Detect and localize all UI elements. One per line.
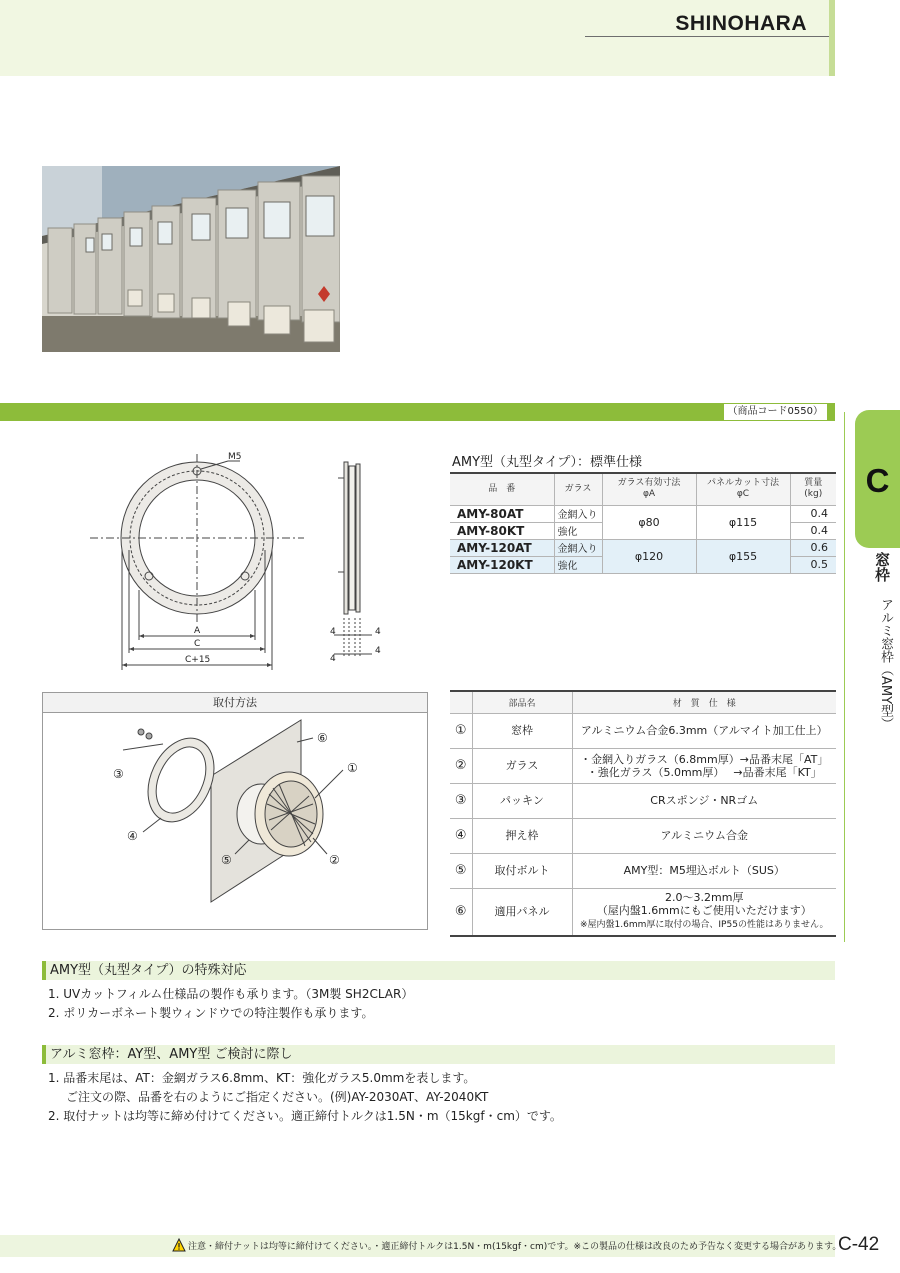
spec-title: AMY型（丸型タイプ）：標準仕様 (452, 455, 643, 470)
part-spec: アルミニウム合金6.3mm（アルマイト加工仕上） (572, 713, 836, 748)
table-row (450, 539, 836, 556)
glass-cell: 強化 (554, 556, 602, 573)
col-cut-dim: パネルカット寸法 φC (696, 473, 790, 505)
part-name: パッキン (472, 783, 572, 818)
table-row (450, 853, 836, 888)
spec-table (450, 472, 836, 574)
part-spec: AMY型：M5埋込ボルト（SUS） (572, 853, 836, 888)
panel-note: ※屋内盤1.6mm厚に取付の場合、IP55の性能はありません。 (580, 920, 829, 931)
callout-2: ② (329, 853, 340, 867)
col-mass: 質量 (kg) (790, 473, 836, 505)
side-rule (844, 412, 845, 942)
notes-title: アルミ窓枠：AY型、AMY型 ご検討に際し (42, 1045, 835, 1064)
mass-cell: 0.4 (790, 522, 836, 539)
product-photo (42, 166, 340, 352)
thickness-label-2: 4 (375, 627, 381, 637)
header-rule (585, 36, 829, 37)
callout-4: ④ (127, 829, 138, 843)
table-row (450, 783, 836, 818)
col-glass-dim: ガラス有効寸法 φA (602, 473, 696, 505)
model-cell: AMY-80AT (450, 505, 554, 522)
side-subcategory: アルミ窓枠（AMY型） (878, 598, 893, 731)
part-spec: ・金網入りガラス（6.8mm厚）→品番末尾「AT」 ・強化ガラス（5.0mm厚） →品番末尾「KT」 (572, 748, 836, 783)
part-spec: 2.0～3.2mm厚 （屋内盤1.6mmにもご使用いただけます） ※屋内盤1.6mm厚に取付の場合、IP55の性能はありません。 (572, 888, 836, 936)
part-spec: アルミニウム合金 (572, 818, 836, 853)
row-number: ② (450, 748, 472, 783)
model-cell: AMY-120AT (450, 539, 554, 556)
row-number: ⑤ (450, 853, 472, 888)
phi-c-cell: φ115 (696, 505, 790, 539)
thickness-label-3: 4 (330, 654, 336, 664)
dim-c-label: C (194, 639, 201, 649)
side-category: 窓枠 (873, 552, 891, 582)
materials-header-row (450, 691, 836, 713)
phi-a-cell: φ80 (602, 505, 696, 539)
row-number: ⑥ (450, 888, 472, 936)
mass-cell: 0.5 (790, 556, 836, 573)
notes-list (48, 1069, 562, 1126)
brand-logo: SHINOHARA (675, 12, 807, 35)
phi-a-cell: φ120 (602, 539, 696, 573)
spec-header-row (450, 473, 836, 505)
table-row (450, 505, 836, 522)
table-row (450, 818, 836, 853)
glass-cell: 金網入り (554, 505, 602, 522)
row-number: ④ (450, 818, 472, 853)
mounting-diagram (42, 692, 428, 930)
phi-c-cell: φ155 (696, 539, 790, 573)
caution-text: 注意・締付ナットは均等に締付けてください。・適正締付トルクは1.5N・m(15kgf・cm)です。※この製品の仕様は改良のため予告なく変更する場合があります。 (188, 1242, 842, 1252)
mounting-title: 取付方法 (43, 693, 427, 713)
table-row (450, 713, 836, 748)
page-header (0, 0, 835, 76)
glass-cell: 金網入り (554, 539, 602, 556)
category-tab-letter: C (865, 462, 890, 499)
table-row (450, 888, 836, 936)
callout-3: ③ (113, 767, 124, 781)
list-item: ご注文の際、品番を右のようにご指定ください。(例)AY-2030AT、AY-2040KT (66, 1090, 489, 1104)
mass-cell: 0.6 (790, 539, 836, 556)
part-name: ガラス (472, 748, 572, 783)
product-code: （商品コード0550） (724, 404, 827, 420)
callout-6: ⑥ (317, 731, 328, 745)
section-band (0, 403, 835, 421)
thickness-label-4: 4 (375, 646, 381, 656)
part-name: 取付ボルト (472, 853, 572, 888)
model-cell: AMY-120KT (450, 556, 554, 573)
row-number: ① (450, 713, 472, 748)
dim-a-label: A (194, 626, 201, 636)
part-spec: CRスポンジ・NRゴム (572, 783, 836, 818)
special-title: AMY型（丸型タイプ）の特殊対応 (42, 961, 835, 980)
callout-5: ⑤ (221, 853, 232, 867)
list-item: 2. ポリカーボネート製ウィンドウでの特注製作も承ります。 (48, 1006, 374, 1020)
part-name: 窓枠 (472, 713, 572, 748)
page-footer (0, 1235, 842, 1257)
list-item: 2. 取付ナットは均等に締め付けてください。適正締付トルクは1.5N・m（15kgf・cm）です。 (48, 1109, 562, 1123)
special-list (48, 985, 413, 1023)
m5-label: M5 (228, 452, 242, 462)
thickness-label-1: 4 (330, 627, 336, 637)
list-item: 1. UVカットフィルム仕様品の製作も承ります。（3M製 SH2CLAR） (48, 987, 414, 1001)
category-tab (855, 410, 900, 548)
table-row (450, 748, 836, 783)
warning-icon (172, 1238, 186, 1252)
dimension-drawing (82, 450, 412, 672)
model-cell: AMY-80KT (450, 522, 554, 539)
row-number: ③ (450, 783, 472, 818)
callout-1: ① (347, 761, 358, 775)
col-model: 品 番 (450, 473, 554, 505)
col-glass: ガラス (554, 473, 602, 505)
page-number: C-42 (838, 1234, 880, 1255)
materials-table (450, 690, 836, 937)
part-name: 押え枠 (472, 818, 572, 853)
dim-c15-label: C+15 (185, 655, 211, 665)
col-part: 部品名 (472, 691, 572, 713)
col-spec: 材 質 仕 様 (572, 691, 836, 713)
mass-cell: 0.4 (790, 505, 836, 522)
glass-cell: 強化 (554, 522, 602, 539)
list-item: 1. 品番末尾は、AT：金網ガラス6.8mm、KT：強化ガラス5.0mmを表します。 (48, 1071, 476, 1085)
part-name: 適用パネル (472, 888, 572, 936)
